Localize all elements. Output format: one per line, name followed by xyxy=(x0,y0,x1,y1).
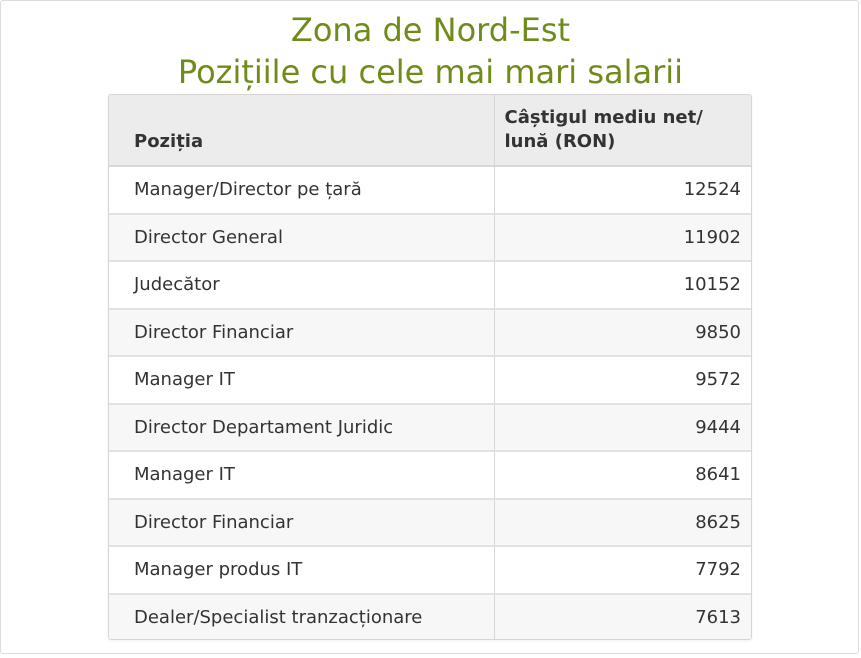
cell-position: Manager produs IT xyxy=(109,546,494,594)
table-row xyxy=(109,451,751,499)
cell-position: Dealer/Specialist tranzacționare xyxy=(109,594,494,641)
cell-salary: 9572 xyxy=(494,356,751,404)
table-row xyxy=(109,356,751,404)
cell-position: Manager/Director pe țară xyxy=(109,166,494,214)
cell-salary: 9444 xyxy=(494,404,751,452)
cell-salary: 9850 xyxy=(494,309,751,357)
table-row xyxy=(109,309,751,357)
table-header-row xyxy=(109,95,751,166)
cell-position: Director Departament Juridic xyxy=(109,404,494,452)
cell-salary: 12524 xyxy=(494,166,751,214)
table-row xyxy=(109,166,751,214)
column-header-salary: Câștigul mediu net/ lună (RON) xyxy=(494,95,751,166)
salary-table xyxy=(109,95,751,640)
cell-position: Manager IT xyxy=(109,356,494,404)
cell-position: Judecător xyxy=(109,261,494,309)
cell-salary: 7613 xyxy=(494,594,751,641)
table-row xyxy=(109,499,751,547)
cell-position: Director General xyxy=(109,214,494,262)
cell-salary: 11902 xyxy=(494,214,751,262)
cell-position: Director Financiar xyxy=(109,309,494,357)
table-row xyxy=(109,594,751,641)
cell-salary: 8641 xyxy=(494,451,751,499)
cell-salary: 7792 xyxy=(494,546,751,594)
table-row xyxy=(109,214,751,262)
table-body xyxy=(109,166,751,640)
cell-position: Director Financiar xyxy=(109,499,494,547)
table-row xyxy=(109,404,751,452)
cell-salary: 10152 xyxy=(494,261,751,309)
table-row xyxy=(109,261,751,309)
page-subtitle: Pozițiile cu cele mai mari salarii xyxy=(177,53,684,91)
column-header-position: Poziția xyxy=(109,95,494,166)
cell-position: Manager IT xyxy=(109,451,494,499)
page-title: Zona de Nord-Est xyxy=(290,11,571,49)
salary-table-container xyxy=(108,94,752,640)
table-row xyxy=(109,546,751,594)
cell-salary: 8625 xyxy=(494,499,751,547)
